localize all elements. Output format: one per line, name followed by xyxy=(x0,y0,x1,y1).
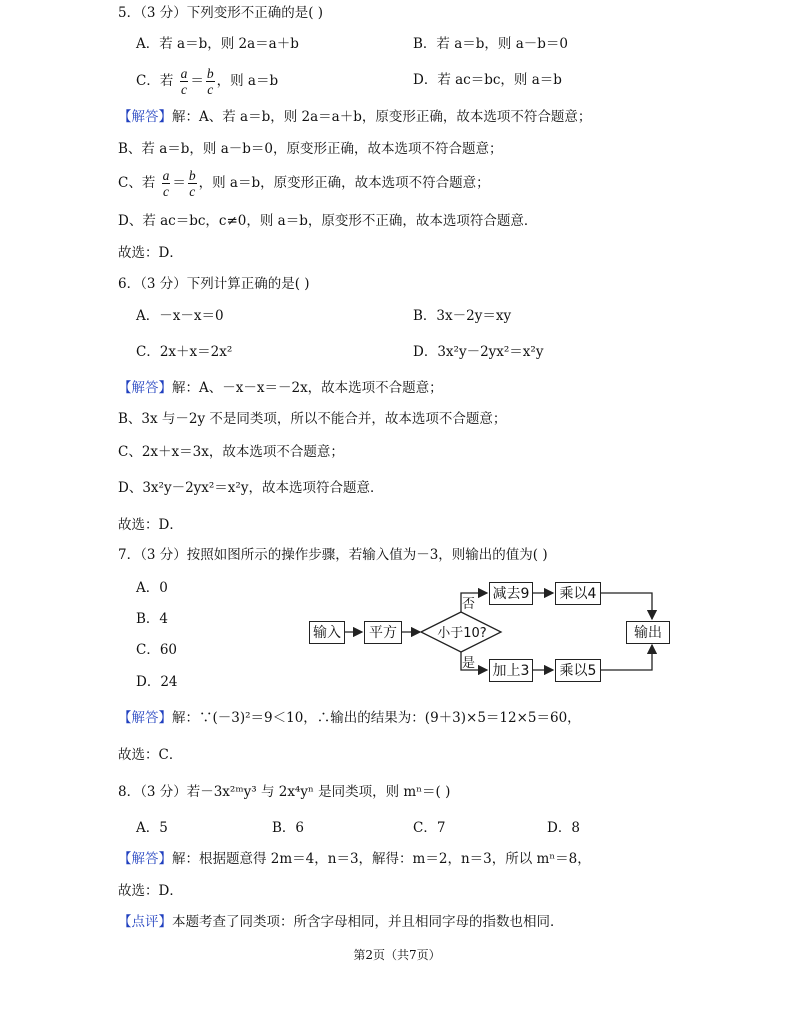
q5-answer-line-3: C、若 $\frac{a}{c}$ ＝ $\frac{b}{c}$ ，则 a＝b，原变形正确，故本选项不符合题意； xyxy=(118,168,490,199)
flow-yes-label: 是 xyxy=(462,656,476,671)
q7-option-c: C．60 xyxy=(136,642,178,658)
answer-tag: 【解答】 xyxy=(118,380,172,396)
q5-stem: 5．（3 分）下列变形不正确的是( ) xyxy=(118,5,324,21)
flow-times4-box: 乘以4 xyxy=(555,582,601,605)
fraction-b-over-c: $\frac{b}{c}$ xyxy=(206,66,214,97)
q8-stem: 8．（3 分）若－3x²ᵐy³ 与 2x⁴yⁿ 是同类项，则 mⁿ＝( ) xyxy=(118,784,451,800)
q8-option-b: B．6 xyxy=(272,820,305,836)
q6-answer-line-2: B、3x 与－2y 不是同类项，所以不能合并，故本选项不合题意； xyxy=(118,411,507,427)
q6-option-a: A．－x－x＝0 xyxy=(136,308,224,324)
q6-choose: 故选：D． xyxy=(118,517,183,533)
fraction-a-over-c: $\frac{a}{c}$ xyxy=(162,168,170,199)
q8-option-d: D．8 xyxy=(547,820,580,836)
q8-choose: 故选：D． xyxy=(118,883,183,899)
q5-option-c: C．若 $\frac{a}{c}$ ＝ $\frac{b}{c}$ ，则 a＝b xyxy=(136,66,279,97)
q6-option-c: C．2x＋x＝2x² xyxy=(136,344,233,360)
answer-tag: 【解答】 xyxy=(118,710,172,726)
q7-choose: 故选：C． xyxy=(118,747,183,763)
page-footer: 第2页（共7页） xyxy=(353,948,441,962)
flow-input-box: 输入 xyxy=(309,621,345,644)
q8-option-c: C．7 xyxy=(413,820,446,836)
q6-option-d: D．3x²y－2yx²＝x²y xyxy=(413,344,544,360)
q6-option-b: B．3x－2y＝xy xyxy=(413,308,512,324)
q6-answer-line-1: 【解答】解：A、－x－x＝－2x，故本选项不合题意； xyxy=(118,380,443,396)
answer-tag: 【解答】 xyxy=(118,109,172,125)
q7-option-a: A．0 xyxy=(136,580,168,596)
fraction-a-over-c: $\frac{a}{c}$ xyxy=(180,66,188,97)
fraction-b-over-c: $\frac{b}{c}$ xyxy=(188,168,196,199)
flow-square-box: 平方 xyxy=(364,621,402,644)
q5-option-c-suffix: ，则 a＝b xyxy=(216,73,279,89)
flow-times5-box: 乘以5 xyxy=(555,659,601,682)
q6-answer-line-3: C、2x＋x＝3x，故本选项不合题意； xyxy=(118,444,344,460)
q5-answer-line-4: D、若 ac＝bc，c≠0，则 a＝b，原变形不正确，故本选项符合题意． xyxy=(118,213,538,229)
q5-answer-line-1: 【解答】解：A、若 a＝b，则 2a＝a＋b，原变形正确，故本选项不符合题意； xyxy=(118,109,592,125)
q7-stem: 7．（3 分）按照如图所示的操作步骤，若输入值为－3，则输出的值为( ) xyxy=(118,547,548,563)
flow-minus9-box: 减去9 xyxy=(489,582,533,605)
q5-choose: 故选：D． xyxy=(118,245,183,261)
q7-option-b: B．4 xyxy=(136,611,169,627)
q5-option-a: A．若 a＝b，则 2a＝a＋b xyxy=(136,36,299,52)
q5-option-c-prefix: C．若 xyxy=(136,73,174,89)
q8-option-a: A．5 xyxy=(136,820,168,836)
q5-option-b: B．若 a＝b，则 a－b＝0 xyxy=(413,36,568,52)
q6-stem: 6．（3 分）下列计算正确的是( ) xyxy=(118,276,310,292)
flow-decision-label: 小于10? xyxy=(437,626,487,641)
answer-tag: 【解答】 xyxy=(118,851,172,867)
flow-no-label: 否 xyxy=(462,597,476,612)
flow-output-box: 输出 xyxy=(626,621,670,644)
q7-answer-line-1: 【解答】解：∵(－3)²＝9＜10，∴输出的结果为：(9＋3)×5＝12×5＝60， xyxy=(118,710,581,726)
q8-answer-line-1: 【解答】解：根据题意得 2m＝4，n＝3，解得：m＝2，n＝3，所以 mⁿ＝8， xyxy=(118,851,591,867)
q8-comment: 【点评】本题考查了同类项：所含字母相同，并且相同字母的指数也相同． xyxy=(118,914,564,930)
q7-option-d: D．24 xyxy=(136,674,178,690)
q6-answer-line-4: D、3x²y－2yx²＝x²y，故本选项符合题意． xyxy=(118,480,384,496)
flow-plus3-box: 加上3 xyxy=(489,659,533,682)
q5-option-d: D．若 ac＝bc，则 a＝b xyxy=(413,72,562,88)
q5-answer-line-2: B、若 a＝b，则 a－b＝0，原变形正确，故本选项不符合题意； xyxy=(118,141,503,157)
comment-tag: 【点评】 xyxy=(118,914,172,930)
